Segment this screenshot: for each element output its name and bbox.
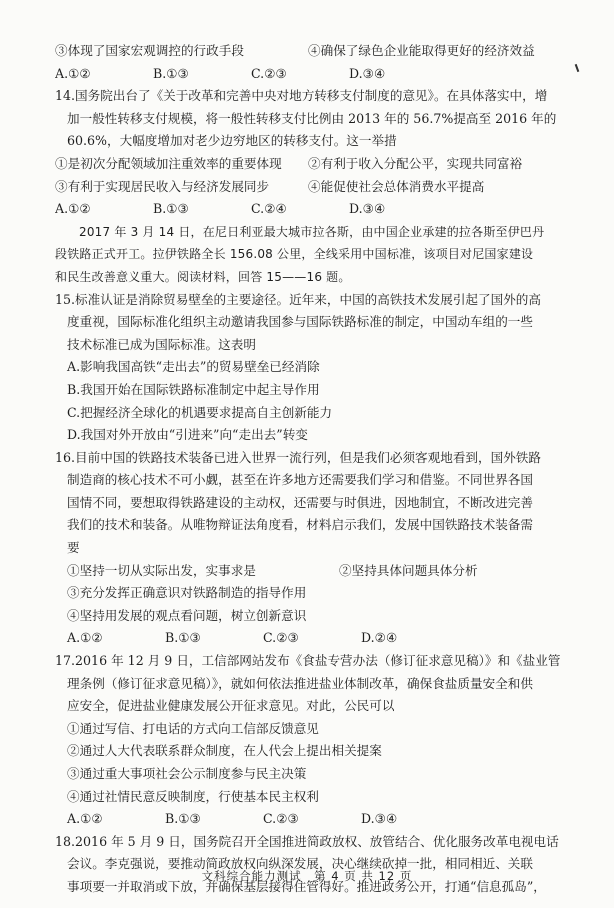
prev-option-3: ③体现了国家宏观调控的行政手段 [55, 43, 244, 58]
q16-choices [55, 627, 575, 650]
choice-c: C.②③ [251, 65, 287, 81]
q15-option-d: D.我国对外开放由“引进来”向“走出去”转变 [67, 427, 308, 443]
q14-option-2: ②有利于收入分配公平，实现共同富裕 [308, 155, 523, 171]
q14-stem-line-3: 60.6%，大幅度增加对老少边穷地区的转移支付。这一举措 [67, 133, 397, 149]
q16-option-2: ②坚持具体问题具体分析 [339, 562, 478, 578]
page-footer: 文科综合能力测试 第 4 页 共 12 页 [201, 869, 413, 883]
choice-b: B.①③ [165, 811, 201, 827]
q16-stem-line-4: 我们的技术和装备。从唯物辩证法角度看，材料启示我们，发展中国铁路技术装备需 [67, 517, 533, 533]
prev-option-4: ④确保了绿色企业能取得更好的经济效益 [308, 43, 535, 58]
q16-option-3: ③充分发挥正确意识对铁路制造的指导作用 [67, 585, 307, 601]
choice-d: D.③④ [349, 65, 386, 81]
q15-stem-line-3: 技术标准已成为国际标准。这表明 [67, 336, 256, 352]
q14-option-1: ①是初次分配领域加注重效率的重要体现 [55, 155, 282, 171]
q16-stem-line-2: 制造商的核心技术不可小觑，甚至在许多地方还需要我们学习和借鉴。不同世界各国 [67, 472, 533, 488]
q16-stem-line-1: 16.目前中国的铁路技术装备已进入世界一流行列，但是我们必须客观地看到，国外铁路 [55, 449, 541, 465]
q15-option-c: C.把握经济全球化的机遇要求提高自主创新能力 [67, 404, 333, 420]
q17-option-1: ①通过写信、打电话的方式向工信部反馈意见 [67, 720, 319, 736]
q15-stem-line-1: 15.标准认证是消除贸易壁垒的主要途径。近年来，中国的高铁技术发展引起了国外的高 [55, 291, 541, 307]
q17-option-4: ④通过社情民意反映制度，行使基本民主权利 [67, 788, 319, 804]
q18-stem-line-2: 会议。李克强说，要推动简政放权向纵深发展，决心继续砍掉一批，相同相近、关联 [67, 856, 533, 872]
q14-options-row-1 [55, 153, 575, 176]
q16-options-row-1 [55, 560, 575, 583]
q15-option-b: B.我国开始在国际铁路标准制定中起主导作用 [67, 381, 320, 397]
prev-choices [55, 63, 575, 86]
q16-stem-line-3: 国情不同，要想取得铁路建设的主动权，还需要与时俱进，因地制宜，不断改进完善 [67, 494, 533, 510]
choice-d: D.③④ [349, 201, 386, 217]
choice-b: B.①③ [153, 201, 189, 217]
q18-stem-line-3: 事项要一并取消或下放，并确保基层接得住管得好。推进政务公开，打通“信息孤岛”， [67, 878, 546, 894]
choice-c: C.②③ [263, 630, 299, 646]
passage-line-1: 2017 年 3 月 14 日，在尼日利亚最大城市拉各斯，由中国企业承建的拉各斯至伊巴丹 [79, 224, 545, 239]
q17-stem-line-1: 17.2016 年 12 月 9 日，工信部网站发布《食盐专营办法（修订征求意见稿）》和《盐业管 [55, 653, 561, 669]
choice-b: B.①③ [153, 65, 189, 81]
choice-d: D.②④ [361, 630, 398, 646]
q17-option-2: ②通过人大代表联系群众制度，在人代会上提出相关提案 [67, 743, 382, 759]
q14-option-3: ③有利于实现居民收入与经济发展同步 [55, 178, 270, 194]
q18-stem-line-1: 18.2016 年 5 月 9 日，国务院召开全国推进简政放权、放管结合、优化服务改革电视电话 [55, 833, 559, 849]
passage-line-3: 和民生改善意义重大。阅读材料，回答 15——16 题。 [55, 269, 351, 284]
q14-stem-line-2: 加一般性转移支付规模，将一般性转移支付比例由 2013 年的 56.7%提高至 2016 年的 [67, 110, 557, 126]
q16-option-1: ①坚持一切从实际出发，实事求是 [67, 562, 256, 578]
q16-stem-line-5: 要 [67, 540, 80, 556]
choice-a: A.①② [55, 201, 91, 217]
q15-option-a: A.影响我国高铁“走出去”的贸易壁垒已经消除 [67, 359, 320, 375]
choice-a: A.①② [67, 630, 103, 646]
q17-stem-line-3: 应安全，促进盐业健康发展公开征求意见。对此，公民可以 [67, 698, 395, 714]
q14-option-4: ④能促使社会总体消费水平提高 [308, 178, 485, 194]
prev-options-row [55, 40, 575, 63]
passage-line-2: 段铁路正式开工。拉伊铁路全长 156.08 公里，全线采用中国标准，该项目对尼国家建设 [55, 247, 534, 262]
choice-a: A.①② [55, 65, 91, 81]
pen-mark [575, 64, 580, 72]
q17-choices [55, 808, 575, 831]
q17-stem-line-2: 理条例（修订征求意见稿）》，就如何依法推进盐业体制改革，确保食盐质量安全和供 [67, 675, 533, 691]
q14-choices [55, 198, 575, 221]
q14-options-row-2 [55, 176, 575, 199]
q14-stem-line-1: 14.国务院出台了《关于改革和完善中央对地方转移支付制度的意见》。在具体落实中，增 [55, 88, 548, 104]
page-content [55, 40, 575, 899]
choice-b: B.①③ [165, 630, 201, 646]
choice-c: C.②③ [263, 811, 299, 827]
choice-c: C.②④ [251, 201, 287, 217]
q15-stem-line-2: 度重视，国际标准化组织主动邀请我国参与国际铁路标准的制定，中国动车组的一些 [67, 314, 533, 330]
q16-option-4: ④坚持用发展的观点看问题，树立创新意识 [67, 607, 307, 623]
q17-option-3: ③通过重大事项社会公示制度参与民主决策 [67, 766, 307, 781]
choice-d: D.③④ [361, 811, 398, 827]
choice-a: A.①② [67, 811, 103, 827]
